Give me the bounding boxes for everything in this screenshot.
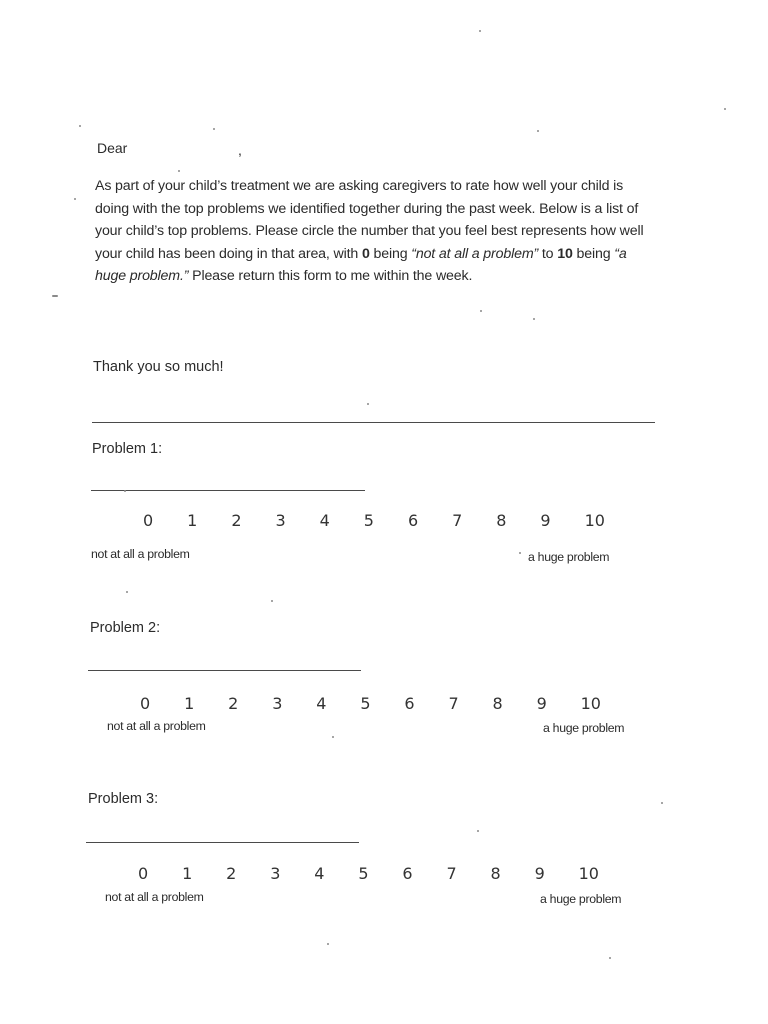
problem-1-write-line[interactable] <box>91 490 365 491</box>
scale-option[interactable]: 0 <box>143 511 154 530</box>
problem-3-write-line[interactable] <box>86 842 359 843</box>
scale-option[interactable]: 6 <box>402 864 413 883</box>
scan-speck <box>519 552 521 554</box>
scan-speck <box>479 30 481 32</box>
scale-option[interactable]: 4 <box>314 864 325 883</box>
scale-option[interactable]: 9 <box>534 864 545 883</box>
problem-2-label: Problem 2: <box>90 620 161 636</box>
thank-you-line: Thank you so much! <box>93 359 224 375</box>
scale-option[interactable]: 2 <box>231 511 242 530</box>
scan-speck <box>124 490 126 492</box>
intro-paragraph: As part of your child’s treatment we are asking caregivers to rate how well your child is doing with the top problems we identified together during the past week. Below is a list of your child’s top problems. Please circle the number that you feel best represents how well your child has been doing in that area, with 0 being “not at all a problem” to 10 being “a huge problem.” Please return this form to me within the week. <box>95 178 644 285</box>
scan-speck <box>327 943 329 945</box>
scan-speck <box>126 591 128 593</box>
scale-option[interactable]: 5 <box>363 511 374 530</box>
scale-option[interactable]: 1 <box>184 694 195 713</box>
salutation-comma: , <box>238 142 242 158</box>
problem-3-high-anchor: a huge problem <box>540 892 622 906</box>
scale-option[interactable]: 1 <box>182 864 193 883</box>
scale-option[interactable]: 9 <box>540 511 551 530</box>
scale-option[interactable]: 6 <box>407 511 419 530</box>
scale-option[interactable]: 3 <box>275 511 286 530</box>
scale-option[interactable]: 10 <box>578 864 599 883</box>
scale-option[interactable]: 8 <box>492 694 503 713</box>
scale-option[interactable]: 6 <box>404 694 415 713</box>
scale-option[interactable]: 0 <box>140 694 151 713</box>
scan-speck <box>178 170 180 172</box>
scale-option[interactable]: 7 <box>452 511 463 530</box>
signature-line <box>92 422 655 423</box>
scan-speck <box>332 736 334 738</box>
scan-speck <box>537 130 539 132</box>
scan-speck <box>367 403 369 405</box>
scan-speck <box>609 957 611 959</box>
problem-2-low-anchor: not at all a problem <box>107 719 206 733</box>
scan-speck <box>79 125 81 127</box>
high-anchor-quote: “a huge problem.” <box>95 245 627 285</box>
scan-speck <box>724 108 726 110</box>
scale-option[interactable]: 7 <box>448 694 459 713</box>
problem-1-scale <box>143 511 605 530</box>
scale-option[interactable]: 10 <box>580 694 601 713</box>
scan-speck <box>533 318 535 320</box>
scale-option[interactable]: 0 <box>138 864 149 883</box>
scale-option[interactable]: 4 <box>319 511 330 530</box>
scale-option[interactable]: 8 <box>496 511 507 530</box>
scale-option[interactable]: 2 <box>228 694 239 713</box>
scale-option[interactable]: 9 <box>536 694 547 713</box>
scale-option[interactable]: 3 <box>272 694 283 713</box>
problem-1-label: Problem 1: <box>92 441 163 457</box>
problem-2-scale <box>140 694 601 713</box>
scale-option[interactable]: 4 <box>316 694 327 713</box>
problem-2-write-line[interactable] <box>88 670 361 671</box>
scan-speck <box>477 830 479 832</box>
scale-option[interactable]: 1 <box>187 511 198 530</box>
problem-3-scale <box>138 864 599 883</box>
scan-speck <box>213 128 215 130</box>
problem-2-high-anchor: a huge problem <box>543 721 625 735</box>
ten-value: 10 <box>557 245 573 262</box>
scale-option[interactable]: 7 <box>446 864 457 883</box>
zero-value: 0 <box>361 245 370 262</box>
problem-3-label: Problem 3: <box>88 791 159 807</box>
problem-1-low-anchor: not at all a problem <box>91 547 190 561</box>
problem-1-high-anchor: a huge problem <box>528 550 610 564</box>
scale-option[interactable]: 8 <box>490 864 501 883</box>
low-anchor-quote: “not at all a problem” <box>411 245 539 262</box>
scan-speck <box>661 802 663 804</box>
scan-speck <box>271 600 273 602</box>
scale-option[interactable]: 2 <box>226 864 237 883</box>
salutation: Dear <box>97 140 128 156</box>
scan-speck <box>74 198 76 200</box>
problem-3-low-anchor: not at all a problem <box>105 890 204 904</box>
scan-speck <box>52 295 58 297</box>
scan-speck <box>480 310 482 312</box>
scale-option[interactable]: 10 <box>584 511 605 530</box>
scale-option[interactable]: 5 <box>360 694 371 713</box>
scale-option[interactable]: 5 <box>358 864 369 883</box>
scale-option[interactable]: 3 <box>270 864 281 883</box>
